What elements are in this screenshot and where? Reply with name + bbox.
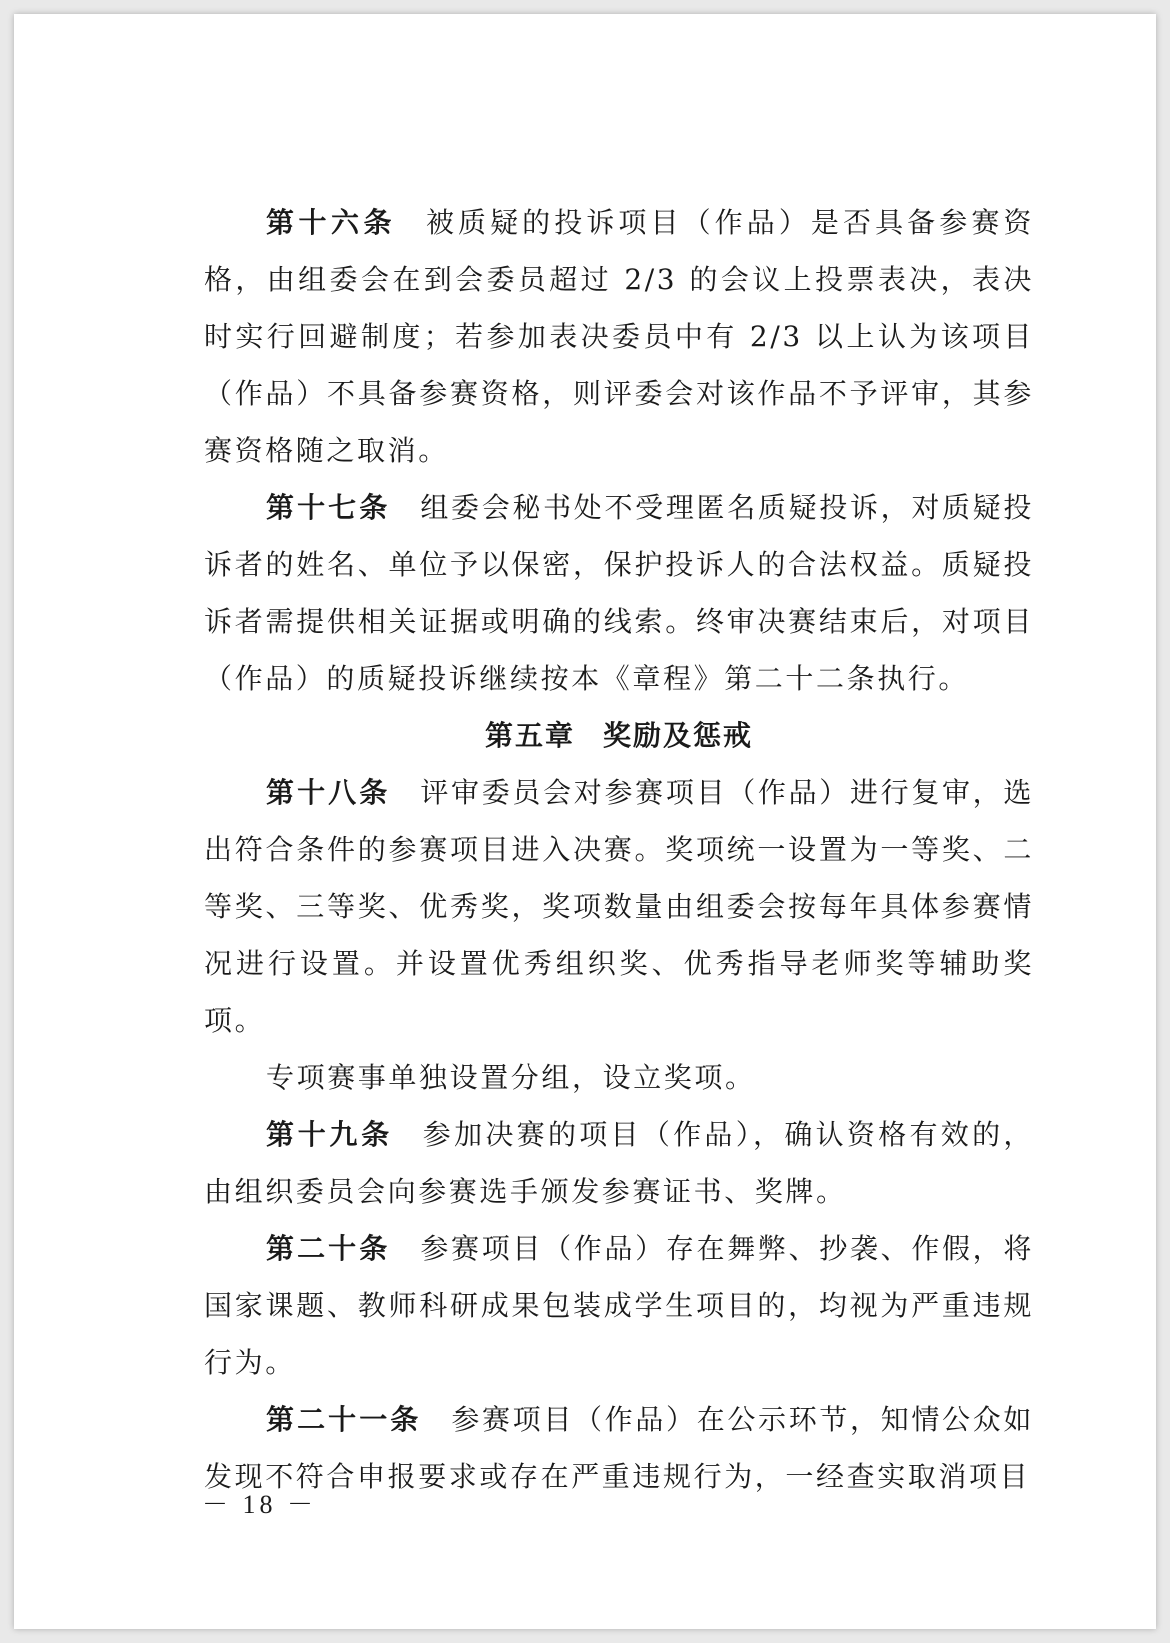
article-label: 第二十一条 — [266, 1403, 422, 1436]
article-text: 组委会秘书处不受理匿名质疑投诉，对质疑投诉者的姓名、单位予以保密，保护投诉人的合法权益。质疑投诉者需提供相关证据或明确的线索。终审决赛结束后，对项目（作品）的质疑投诉继续按本《章程》第二十二条执行。 — [204, 491, 1034, 695]
article-21 — [204, 1391, 1034, 1505]
article-label: 第二十条 — [266, 1232, 391, 1265]
article-text: 评审委员会对参赛项目（作品）进行复审，选出符合条件的参赛项目进入决赛。奖项统一设置为一等奖、二等奖、三等奖、优秀奖，奖项数量由组委会按每年具体参赛情况进行设置。并设置优秀组织奖、优秀指导老师奖等辅助奖项。 — [204, 776, 1034, 1037]
article-19 — [204, 1106, 1034, 1220]
document-body — [204, 194, 1034, 1505]
chapter-title: 奖励及惩戒 — [603, 719, 754, 752]
article-text: 专项赛事单独设置分组，设立奖项。 — [266, 1061, 756, 1094]
article-text: 参赛项目（作品）存在舞弊、抄袭、作假，将国家课题、教师科研成果包装成学生项目的，均视为严重违规行为。 — [204, 1232, 1034, 1379]
article-17 — [204, 479, 1034, 707]
article-text: 参加决赛的项目（作品），确认资格有效的，由组织委员会向参赛选手颁发参赛证书、奖牌。 — [204, 1118, 1034, 1208]
article-text: 参赛项目（作品）在公示环节，知情公众如发现不符合申报要求或存在严重违规行为，一经查实取消项目 — [204, 1403, 1034, 1493]
article-label: 第十七条 — [266, 491, 391, 524]
chapter-number: 第五章 — [484, 719, 575, 752]
page-number: － 18 － — [202, 1490, 318, 1519]
article-16 — [204, 194, 1034, 479]
article-label: 第十六条 — [266, 206, 396, 239]
chapter-heading — [204, 707, 1034, 764]
article-label: 第十九条 — [266, 1118, 393, 1151]
article-label: 第十八条 — [266, 776, 391, 809]
article-text: 被质疑的投诉项目（作品）是否具备参赛资格，由组委会在到会委员超过 2/3 的会议上投票表决，表决时实行回避制度；若参加表决委员中有 2/3 以上认为该项目（作品）不具备参赛资格，则评委会对该作品不予评审，其参赛资格随之取消。 — [204, 206, 1034, 467]
article-18 — [204, 764, 1034, 1049]
article-18-supplement — [204, 1049, 1034, 1106]
document-page — [14, 14, 1156, 1629]
article-20 — [204, 1220, 1034, 1391]
